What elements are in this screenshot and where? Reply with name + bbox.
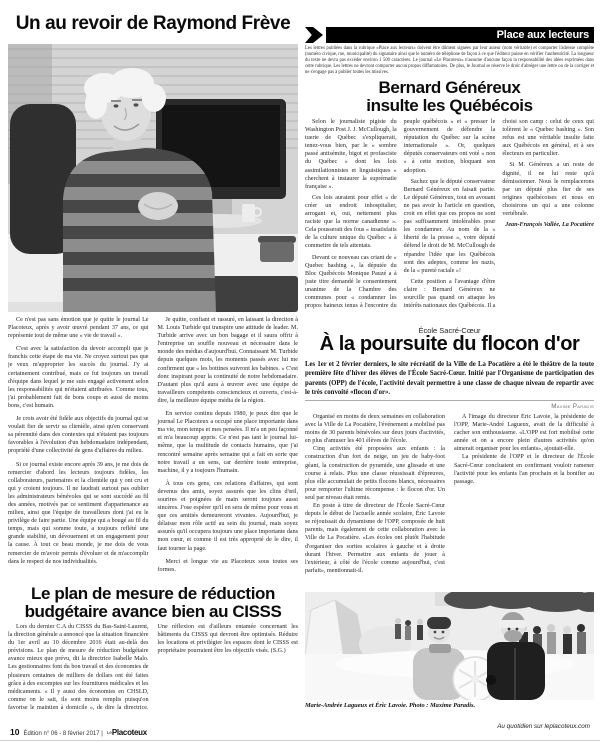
paragraph: Si M. Généreux a un reste de dignité, il ne lui reste qu'à démissionner. Nous le remplacerons par un député plus fier de ses origines québécoises et nous en choisirons un qui a une colonne vertébrale. <box>502 162 594 218</box>
photo-caption: Marie-Andrée Lagueux et Éric Lavoie. Photo : Maxime Paradis. <box>305 702 476 709</box>
footer-left <box>10 722 147 740</box>
newspaper-logo: LePlacoteux <box>106 728 147 737</box>
flocon-headline: À la poursuite du flocon d'or <box>319 333 580 355</box>
place-aux-lecteurs-banner <box>305 27 594 43</box>
flocon-body <box>305 413 594 591</box>
letters-policy-text: Les lettres publiées dans la rubrique «Place aux lecteurs» doivent être dûment signées par leur auteur (nom véritable) et comporter l'adresse complète (numéro civique, rue, municipalité) du signataire ainsi que le numéro de téléphone de façon à ce que l'éditeur puisse en vérifier l'authenticité. La longueur du texte ne devra pas excéder environ 1 500 caractères. Le journal «Le Placoteux» n'assume d'aucune façon la responsabilité des idées exprimées dans cette rubrique. Les lettres ne devront comporter aucun propos diffamatoires. De plus, le Journal se réserve le droit d'abréger une lettre ou de la corriger et ne s'engage pas à publier toutes les missives. <box>305 46 594 75</box>
farewell-photo <box>8 44 298 312</box>
paragraph: En service continu depuis 1980, je peux dire que le journal Le Placoteux a occupé une place importante dans ma vie, mon temps et mes pensées. Il m'a un peu façonné et m'a beaucoup appris. Ce n'est pas tant le journal lui-même, que la multitude de contacts humains, que j'ai rencontré semaine après semaine qui a fait en sorte que notre travail a un sens, car derrière toute entreprise, machine, il y a toujours l'humain. <box>157 411 298 474</box>
flocon-kicker: École Sacré-Cœur <box>418 326 481 335</box>
paragraph: Organisé en moins de deux semaines en collaboration avec la Ville de La Pocatière, l'événement a mobilisé pas moins de 30 parents bénévoles sur deux jours d'activités, en plus d'amuser les 401 élèves de l'école. <box>305 414 445 445</box>
divider <box>305 400 594 401</box>
page-number: 10 <box>10 727 20 737</box>
telephone-icon <box>258 236 296 262</box>
farewell-headline: Un au revoir de Raymond Frève <box>15 13 291 34</box>
banner-chevron-icon <box>305 27 323 43</box>
cisss-headline: Le plan de mesure de réduction budgétaire avance bien au CISSS <box>24 584 282 622</box>
flocon-byline: Maxime Paradis <box>551 403 594 410</box>
paragraph: La présidente de l'OPP et le directeur de l'École Sacré-Cœur concluaient en confirmant vouloir ramener l'activité pour les enfants l'an prochain et la bonifier au passage. <box>454 454 594 485</box>
banner-title: Place aux lecteurs <box>326 27 594 43</box>
paragraph: Je crois avoir été fidèle aux objectifs du journal qui se voulait fier de servir sa clientèle, ainsi qu'en conservant sa pérennité dans des contextes qui n'étaient pas toujours favorables à l'évolution d'un hebdomadaire indépendant, propriété d'une collectivité de gens d'affaires du milieu. <box>8 416 149 455</box>
paragraph: Cinq activités été proposées aux enfants : la construction d'un fort de neige, un jeu de baby-foot géant, la construction de pyramide, une glissade et une course à relais. Plus une classe réussissait d'épreuves, plus elle accumulait de petits flocons blancs, nécessaires pour remporter l'ultime récompense : le flocon d'or. Un seul par niveau était remis. <box>305 446 445 501</box>
paragraph: Cette position a l'avantage d'être claire : Bernard Généreux ne sourcille pas quand on attaque les intérêts nationaux des Québécois. Il a choisi son camp : celui de ceux qui tolèrent le « Quebec bashing ». Son refus est une véritable insulte faite aux Québécois en général, et à ses électeurs en particulier. <box>403 119 594 310</box>
paragraph: Sachez que le député conservateur Bernard Généreux en faisait partie. Le député Généreux, tout en avouant ne pas avoir lu l'article en question, croit en effet que ces propos ne sont pas suffisamment intolérables pour les condamner. Au nom de la « liberté de la presse », votre député défend le droit de M. McCullough de répandre l'idée que les Québécois sont des adeptes, comme les nazis, de la « pureté raciale »! <box>403 178 496 274</box>
paragraph: Selon le journaliste pigiste du Washington Post J. J. McCullough, la tuerie de Québec s'expliquerait, tenez-vous bien, par le « sombre passé antisémite, bigot et profasciste du Québec » dont les lois assimilationnistes et linguistiques « cherchent à instaurer la suprématie française ». <box>305 119 397 190</box>
paragraph: En poste à titre de directeur de l'École Sacré-Cœur depuis le début de l'actuelle année scolaire, Éric Lavoie se réjouissait du dynamisme de l'OPP, composée de huit parents, mais également de cette collaboration avec la Ville de La Pocatière. «Les écoles ont plutôt l'habitude d'organiser des sorties scolaires à gauche et à droite durant l'hiver. Permettre aux enfants de jouer à l'extérieur, à côté de l'école comme aujourd'hui, c'est parfait», mentionnait-il. <box>305 503 445 574</box>
farewell-body <box>8 316 298 582</box>
paragraph: C'est avec la satisfaction du devoir accompli que je franchis cette étape de ma vie. Ne croyez surtout pas que je veux m'approprier les succès du journal. J'y ai certainement contribué, mais ce fut toujours un travail d'équipe dans lequel je me suis engagé activement selon les responsabilités qui m'étaient attribuées. Comme tous, j'ai probablement fait de bons coups et aussi de moins bons, c'est humain. <box>8 346 149 409</box>
paragraph: Ces lois auraient pour effet « de créer un endroit inhospitalier, arrogant et, oui, nettement plus raciste que la norme canadienne ». Cela pousserait des fous « insatisfaits de la culture unique du Québec » à commettre de tels attentats. <box>305 194 397 250</box>
paragraph: À tous ces gens, ces relations d'affaires, qui sont devenus des amis, soyez assurés que les clins d'œil, sourires et poignées de main seront toujours aussi sincères. J'ose espérer qu'il en sera de même pour vous et que ces amitiés demeureront vivantes. Aujourd'hui, je délaisse mon rôle actif au sein du journal, mais soyez assurés qu'il occupera toujours une place importante dans mon cœur, et comme il est très approprié de le dire, il faut tourner la page. <box>157 480 298 552</box>
divider <box>0 740 600 741</box>
letter-signature: Jean-François Vallée, La Pocatière <box>505 222 594 229</box>
paragraph: Si ce journal existe encore après 39 ans, je me dois de remercier d'abord les lecteurs toujours fidèles, les collaborateurs, partenaires et la clientèle qui y ont cru et qui y croient toujours. Il ne faudrait surtout pas oublier les administrateurs bénévoles qui se sont succédé au fil des années, motivés par ce sentiment d'appartenance au milieu, ainsi que l'équipe de travailleurs dont j'ai eu le privilège de faire partie. Une équipe qui a bougé au fil du temps, mais qui somme toute, a toujours reflété une grande stabilité, un dévouement et un engagement pour la cause. À tout ce beau monde, je me dois de vous remercier de m'avoir permis d'évoluer et de m'accomplir dans le respect de nos individualités. <box>8 461 149 565</box>
edition-info: Édition n° 06 - 8 février 2017 | <box>23 731 103 737</box>
flocon-photo <box>305 592 594 700</box>
paragraph: Lors du dernier C.A du CISSS du Bas-Saint-Laurent, la direction générale a annoncé que la situation financière du 1er avril au 10 décembre 2016 était au-delà des prévisions. Le plan de mesure de réduction budgétaire avance mieux que prévu, dit la directrice Isabelle Malo. Les gestionnaires font du bon travail et des économies de plusieurs centaines de milliers de dollars ont été faites grâce à des escomptes sur les fournitures médicales et les médicaments. « Il y aussi des économies en CHSLD, comme on le sait, ils sont moins remplis puisqu'on favorise le maintien à domicile », de dire la directrice. Une réflexion est d'ailleurs entamée concernant les bâtiments du CISSS qui devront être optimisés. Réduire les locations et privilégier les espaces dont le CISSS est propriétaire pourraient être les objectifs visés. (S.G.) <box>8 624 298 711</box>
headline-line1: Bernard Généreux <box>378 78 521 97</box>
genereux-headline <box>305 79 594 115</box>
cisss-body <box>8 623 298 718</box>
paragraph: Devant ce nouveau cas criant de « Quebec bashing », la députée du Bloc Québécois Monique Pauzé a à juste titre demandé le consentement unanime de la Chambre des communes pour « condamner les propos haineux tenus à l'encontre du peuple québécois » et « presser le gouvernement de défendre la réputation du Québec sur la scène internationale ». Or, quelques députés conservateurs ont voté « non » à cette motion, bloquant son adoption. <box>305 119 496 310</box>
footer-tagline: Au quotidien sur leplacoteux.com <box>497 723 590 730</box>
flocon-lede: Les 1er et 2 février derniers, le site récréatif de la Ville de La Pocatière a été le théâtre de la toute première fête d'hiver des élèves de l'École Sacré-Cœur. Initié par l'Organisme de participation des parents (OPP) de l'école, l'activité devait permettre à une classe de chaque niveau de repartir avec le très convoité «flocon d'or». <box>305 361 594 397</box>
headline-line2: insulte les Québécois <box>366 96 533 116</box>
page-footer <box>0 722 600 736</box>
genereux-body <box>305 118 594 312</box>
paragraph: Ce n'est pas sans émotion que je quitte le journal Le Placoteux, après y avoir œuvré pendant 37 ans, ce qui représente tout de même une « vie de travail ». <box>8 317 149 340</box>
paragraph: Je quitte, confiant et rassuré, en laissant la direction à M. Louis Turbide qui transpire une attitude de leader. M. Turbide arrive avec un bon bagage et il saura offrir à l'entreprise un souffle nouveau et nécessaire dans le monde des médias d'aujourd'hui. Connaissant M. Turbide depuis quelques mois, les moments passés avec lui me confirment que « les bottines suivront les babines. » C'est donc inspirant pour la continuité de notre hebdomadaire. D'autant plus qu'il aura à œuvrer avec une équipe de travailleurs compétents consciencieux et ouverts, c'est-à-dire, la meilleure équipe média de la région. <box>157 317 298 404</box>
paragraph: À l'image du directeur Éric Lavoie, la présidente de l'OPP, Marie-André Lagueux, avait de la difficulté à cacher son enthousiasme. «L'OPP est fort mobilisé cette année et on a encore plein d'autres activités qu'on aimerait organiser pour les enfants», ajoutait-elle. <box>454 414 594 453</box>
paragraph: Merci et longue vie au Placoteux sous toutes ses formes. <box>157 558 298 573</box>
